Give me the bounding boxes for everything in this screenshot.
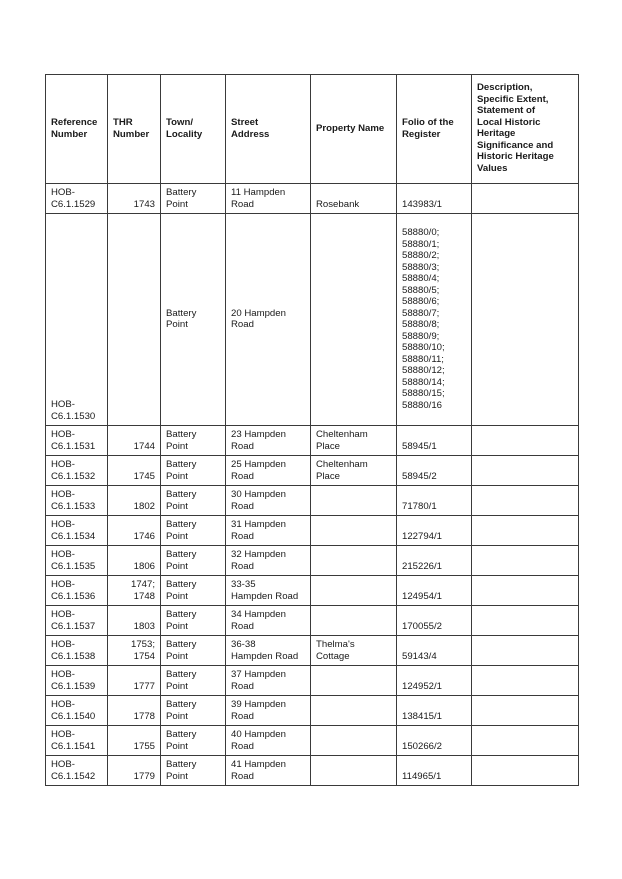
street-address-cell [226,214,311,426]
thr-number-cell [108,696,161,726]
cell-text-line: Road [231,710,254,722]
header-text-line: Street [231,117,259,128]
cell-text-line: C6.1.1542 [51,770,96,782]
cell-text-line: 1802 [133,500,155,512]
street-address-cell [226,546,311,576]
cell-text-line: 33-35 [231,579,256,590]
street-address-cell [226,726,311,756]
cell-text-line: C6.1.1534 [51,530,96,542]
description-cell [472,636,579,666]
cell-text-line: 124952/1 [402,680,443,692]
cell-text-line: Cheltenham [316,459,368,470]
street-address-cell [226,606,311,636]
cell-text-line: HOB- [51,459,75,470]
cell-text-line: 1743 [133,198,155,210]
folio-register-cell [397,516,472,546]
reference-number-cell [46,426,108,456]
cell-text-line: Battery [166,429,197,440]
cell-text-line: Road [231,740,254,752]
header-text-line: Values [477,162,508,174]
folio-register-cell [397,606,472,636]
cell-text-line: Battery [166,729,197,740]
reference-number-cell [46,696,108,726]
header-text-line: Statement of [477,105,536,116]
property-name-cell [311,696,397,726]
description-cell [472,666,579,696]
cell-text-line: 1747; [130,579,155,590]
description-cell [472,516,579,546]
cell-text-line: HOB- [51,729,75,740]
town-locality-cell [161,516,226,546]
town-locality-cell [161,486,226,516]
cell-text-line: C6.1.1540 [51,710,96,722]
cell-text-line: Point [166,770,188,782]
cell-text-line: Point [166,530,188,542]
cell-text-line: Point [166,620,188,632]
folio-register-cell [397,726,472,756]
town-locality-cell [161,214,226,426]
header-property-name [311,75,397,184]
cell-text-line: 58880/7; [402,307,440,319]
cell-text-line: Battery [166,489,197,500]
header-text-line: Number [51,128,88,140]
property-name-cell [311,756,397,786]
cell-text-line: 170055/2 [402,620,443,632]
header-text-line: Reference [51,117,98,128]
property-name-cell [311,184,397,214]
street-address-cell [226,426,311,456]
thr-number-cell [108,184,161,214]
cell-text-line: HOB- [51,639,75,650]
header-text-line: Register [402,128,441,140]
cell-text-line: C6.1.1536 [51,590,96,602]
header-text-line: THR [113,117,133,128]
folio-register-cell [397,636,472,666]
cell-text-line: Battery [166,549,197,560]
cell-text-line: 36-38 [231,639,256,650]
cell-text-line: Hampden Road [231,590,299,602]
table-row [46,636,579,666]
cell-text-line: 71780/1 [402,500,437,512]
cell-text-line: 41 Hampden [231,759,286,770]
cell-text-line: 32 Hampden [231,549,286,560]
cell-text-line: Road [231,500,254,512]
cell-text-line: 40 Hampden [231,729,286,740]
description-cell [472,184,579,214]
folio-register-cell [397,666,472,696]
heritage-register-table [45,74,579,786]
cell-text-line: Road [231,440,254,452]
cell-text-line: 1748 [133,590,155,602]
cell-text-line: Road [231,770,254,782]
cell-text-line: 58880/6; [402,296,440,307]
header-text-line: Locality [166,128,203,140]
cell-text-line: HOB- [51,579,75,590]
cell-text-line: HOB- [51,699,75,710]
cell-text-line: 23 Hampden [231,429,286,440]
cell-text-line: Road [231,198,254,210]
reference-number-cell [46,576,108,606]
cell-text-line: 1806 [133,560,155,572]
reference-number-cell [46,636,108,666]
thr-number-cell [108,486,161,516]
cell-text-line: 58880/5; [402,284,440,296]
town-locality-cell [161,666,226,696]
cell-text-line: 1745 [133,470,155,482]
cell-text-line: HOB- [51,429,75,440]
thr-number-cell [108,726,161,756]
cell-text-line: Point [166,650,188,662]
header-town-locality [161,75,226,184]
header-reference-number [46,75,108,184]
cell-text-line: HOB- [51,519,75,530]
cell-text-line: 58880/8; [402,319,440,330]
cell-text-line: Cottage [316,650,350,662]
thr-number-cell [108,426,161,456]
reference-number-cell [46,516,108,546]
cell-text-line: Battery [166,187,197,198]
cell-text-line: HOB- [51,187,75,198]
folio-register-cell [397,576,472,606]
thr-number-cell [108,516,161,546]
header-thr-number [108,75,161,184]
header-row [46,75,579,184]
property-name-cell [311,516,397,546]
cell-text-line: 1746 [133,530,155,542]
cell-text-line: 138415/1 [402,710,443,722]
cell-text-line: Point [166,500,188,512]
thr-number-cell [108,666,161,696]
cell-text-line: Battery [166,609,197,620]
header-description [472,75,579,184]
thr-number-cell [108,756,161,786]
description-cell [472,456,579,486]
folio-register-cell [397,546,472,576]
street-address-cell [226,456,311,486]
thr-number-cell [108,214,161,426]
cell-text-line: Battery [166,639,197,650]
cell-text-line: Cheltenham [316,429,368,440]
street-address-cell [226,666,311,696]
folio-register-cell [397,426,472,456]
description-cell [472,696,579,726]
cell-text-line: C6.1.1529 [51,198,96,210]
table-row [46,214,579,426]
street-address-cell [226,756,311,786]
description-cell [472,546,579,576]
street-address-cell [226,516,311,546]
cell-text-line: 1755 [133,740,155,752]
header-text-line: Local Historic [477,116,541,128]
cell-text-line: Road [231,620,254,632]
cell-text-line: Point [166,740,188,752]
reference-number-cell [46,666,108,696]
property-name-cell [311,214,397,426]
cell-text-line: 58880/0; [402,227,440,238]
cell-text-line: 34 Hampden [231,609,286,620]
property-name-cell [311,636,397,666]
cell-text-line: Point [166,319,188,330]
table-row [46,426,579,456]
table-row [46,726,579,756]
cell-text-line: Road [231,680,254,692]
cell-text-line: 58880/11; [402,353,444,365]
thr-number-cell [108,546,161,576]
description-cell [472,756,579,786]
cell-text-line: Point [166,680,188,692]
cell-text-line: C6.1.1539 [51,680,96,692]
cell-text-line: 1744 [133,440,155,452]
town-locality-cell [161,546,226,576]
header-text-line: Town/ [166,117,193,128]
thr-number-cell [108,576,161,606]
thr-number-cell [108,456,161,486]
description-cell [472,606,579,636]
cell-text-line: C6.1.1531 [51,440,96,452]
cell-text-line: Point [166,590,188,602]
cell-text-line: 20 Hampden [231,307,286,319]
property-name-cell [311,726,397,756]
cell-text-line: C6.1.1538 [51,650,96,662]
cell-text-line: 58880/12; [402,365,445,376]
cell-text-line: C6.1.1532 [51,470,96,482]
cell-text-line: 58880/16 [402,399,443,411]
town-locality-cell [161,756,226,786]
cell-text-line: 25 Hampden [231,459,286,470]
header-text-line: Number [113,128,150,140]
table-row [46,756,579,786]
cell-text-line: Point [166,198,188,210]
header-text-line: Significance and [477,139,554,151]
property-name-cell [311,546,397,576]
cell-text-line: HOB- [51,609,75,620]
folio-register-cell [397,486,472,516]
cell-text-line: HOB- [51,759,75,770]
cell-text-line: Battery [166,459,197,470]
header-street-address [226,75,311,184]
property-name-cell [311,576,397,606]
header-text-line: Historic Heritage [477,151,554,162]
cell-text-line: Battery [166,699,197,710]
header-text-line: Property Name [316,122,385,134]
cell-text-line: Point [166,710,188,722]
table-row [46,516,579,546]
cell-text-line: 58880/3; [402,261,440,273]
table-row [46,576,579,606]
header-text-line: Folio of the [402,117,454,128]
reference-number-cell [46,606,108,636]
town-locality-cell [161,426,226,456]
cell-text-line: Point [166,440,188,452]
cell-text-line: 59143/4 [402,650,437,662]
cell-text-line: Road [231,560,254,572]
reference-number-cell [46,546,108,576]
cell-text-line: 11 Hampden [231,187,286,198]
reference-number-cell [46,456,108,486]
cell-text-line: C6.1.1537 [51,620,96,632]
cell-text-line: 58880/15; [402,388,445,399]
town-locality-cell [161,726,226,756]
cell-text-line: 1778 [133,710,155,722]
cell-text-line: Rosebank [316,198,360,210]
street-address-cell [226,486,311,516]
reference-number-cell [46,726,108,756]
cell-text-line: Hampden Road [231,650,299,662]
cell-text-line: 1777 [133,680,155,692]
cell-text-line: Point [166,470,188,482]
header-text-line: Description, [477,82,533,93]
reference-number-cell [46,184,108,214]
header-text-line: Address [231,128,270,140]
cell-text-line: HOB- [51,399,75,410]
table-row [46,546,579,576]
cell-text-line: Point [166,560,188,572]
cell-text-line: 58945/1 [402,440,437,452]
table-row [46,486,579,516]
cell-text-line: HOB- [51,489,75,500]
cell-text-line: Road [231,470,254,482]
town-locality-cell [161,576,226,606]
property-name-cell [311,606,397,636]
cell-text-line: 37 Hampden [231,669,286,680]
cell-text-line: Battery [166,519,197,530]
reference-number-cell [46,214,108,426]
cell-text-line: 150266/2 [402,740,443,752]
description-cell [472,486,579,516]
cell-text-line: C6.1.1541 [51,740,96,752]
street-address-cell [226,184,311,214]
cell-text-line: 39 Hampden [231,699,286,710]
reference-number-cell [46,486,108,516]
cell-text-line: 30 Hampden [231,489,286,500]
table-row [46,456,579,486]
cell-text-line: Road [231,530,254,542]
street-address-cell [226,636,311,666]
cell-text-line: Thelma's [316,639,355,650]
folio-register-cell [397,184,472,214]
property-name-cell [311,666,397,696]
town-locality-cell [161,606,226,636]
cell-text-line: 58880/4; [402,273,440,284]
town-locality-cell [161,456,226,486]
cell-text-line: 58880/9; [402,330,440,342]
cell-text-line: 58945/2 [402,470,437,482]
cell-text-line: 58880/14; [402,376,445,388]
cell-text-line: Place [316,440,340,452]
cell-text-line: 58880/10; [402,342,445,353]
cell-text-line: C6.1.1535 [51,560,96,572]
cell-text-line: HOB- [51,669,75,680]
cell-text-line: 143983/1 [402,198,443,210]
folio-register-cell [397,456,472,486]
table-row [46,666,579,696]
thr-number-cell [108,606,161,636]
description-cell [472,576,579,606]
town-locality-cell [161,696,226,726]
cell-text-line: Battery [166,759,197,770]
table-row [46,184,579,214]
property-name-cell [311,486,397,516]
property-name-cell [311,456,397,486]
folio-register-cell [397,214,472,426]
header-text-line: Heritage [477,128,516,139]
description-cell [472,426,579,456]
cell-text-line: Battery [166,307,197,319]
header-text-line: Specific Extent, [477,93,549,105]
cell-text-line: 58880/1; [402,238,440,250]
folio-register-cell [397,696,472,726]
table-body [46,184,579,786]
cell-text-line: 1803 [133,620,155,632]
description-cell [472,726,579,756]
cell-text-line: 122794/1 [402,530,443,542]
header-folio-register [397,75,472,184]
cell-text-line: 1754 [133,650,155,662]
property-name-cell [311,426,397,456]
cell-text-line: Battery [166,669,197,680]
street-address-cell [226,576,311,606]
description-cell [472,214,579,426]
cell-text-line: 124954/1 [402,590,443,602]
table-row [46,696,579,726]
cell-text-line: C6.1.1530 [51,410,96,422]
cell-text-line: 1779 [133,770,155,782]
cell-text-line: 31 Hampden [231,519,286,530]
cell-text-line: Battery [166,579,197,590]
cell-text-line: Place [316,470,340,482]
cell-text-line: HOB- [51,549,75,560]
street-address-cell [226,696,311,726]
cell-text-line: 58880/2; [402,250,440,261]
thr-number-cell [108,636,161,666]
cell-text-line: 1753; [130,639,155,650]
town-locality-cell [161,184,226,214]
cell-text-line: C6.1.1533 [51,500,96,512]
cell-text-line: 114965/1 [402,770,442,782]
folio-register-cell [397,756,472,786]
reference-number-cell [46,756,108,786]
cell-text-line: 215226/1 [402,560,443,572]
table-row [46,606,579,636]
town-locality-cell [161,636,226,666]
cell-text-line: Road [231,319,254,330]
